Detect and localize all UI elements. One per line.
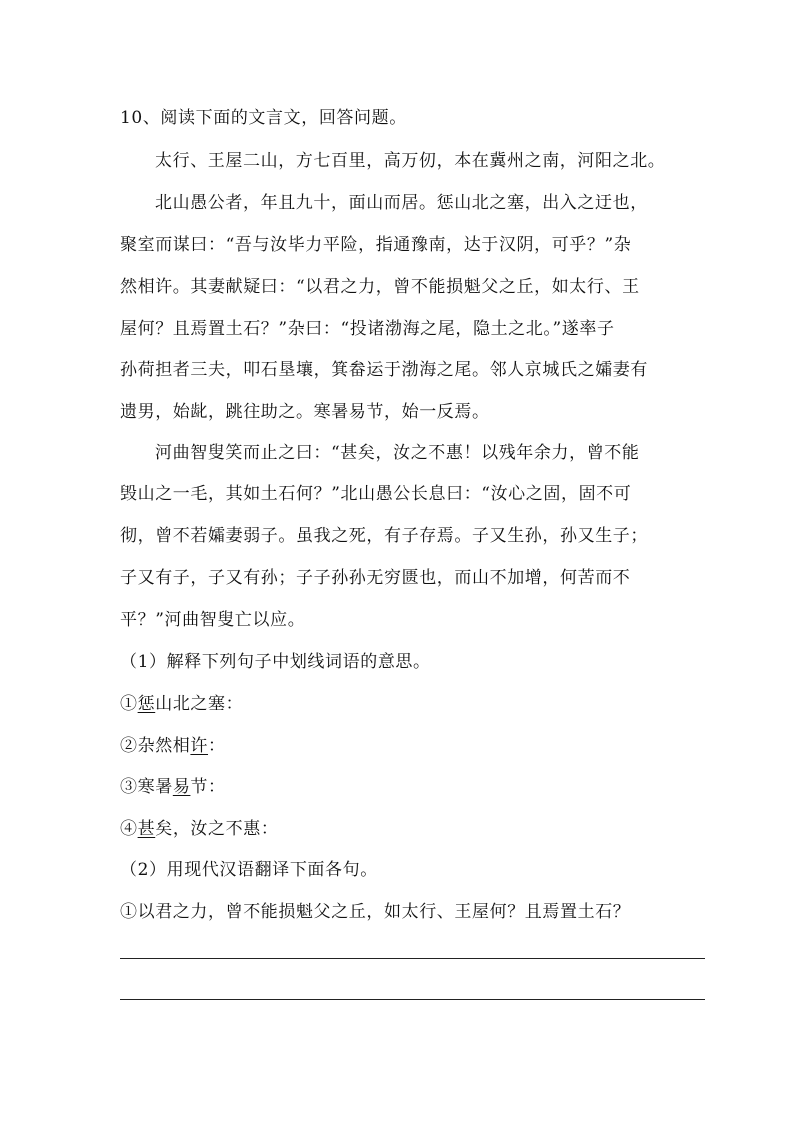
part1-item-2 bbox=[120, 734, 226, 758]
question-heading: 10、阅读下面的文言文，回答问题。 bbox=[120, 108, 407, 128]
passage-p3-line-1: 河曲智叟笑而止之曰：“甚矣，汝之不惠！以残年余力，曾不能 bbox=[155, 443, 640, 463]
item-number: ④ bbox=[120, 819, 138, 839]
underlined-word: 惩 bbox=[137, 694, 156, 714]
item-text-pre: ③寒暑 bbox=[120, 777, 173, 797]
item-text: 山北之塞： bbox=[155, 694, 244, 714]
passage-p2-line-5: 孙荷担者三夫，叩石垦壤，箕畚运于渤海之尾。邻人京城氏之孀妻有 bbox=[120, 360, 648, 380]
answer-line-1[interactable] bbox=[120, 958, 705, 959]
part1-item-3 bbox=[120, 775, 226, 799]
part1-title: （1）解释下列句子中划线词语的意思。 bbox=[120, 652, 431, 672]
passage-paragraph-1: 太行、王屋二山，方七百里，高万仞，本在冀州之南，河阳之北。 bbox=[155, 151, 666, 171]
part2-title: （2）用现代汉语翻译下面各句。 bbox=[120, 860, 378, 880]
passage-p2-line-1: 北山愚公者，年且九十，面山而居。惩山北之塞，出入之迂也， bbox=[155, 193, 648, 213]
item-text: ： bbox=[208, 736, 226, 756]
passage-p2-line-6: 遗男，始龀，跳往助之。寒暑易节，始一反焉。 bbox=[120, 402, 490, 422]
item-text-pre: ②杂然相 bbox=[120, 736, 191, 756]
passage-p3-line-5: 平？”河曲智叟亡以应。 bbox=[120, 610, 306, 630]
underlined-word: 许 bbox=[190, 736, 209, 756]
item-number: ① bbox=[120, 694, 138, 714]
item-text: 矣，汝之不惠： bbox=[155, 819, 279, 839]
item-text: 节： bbox=[190, 777, 226, 797]
passage-p2-line-2: 聚室而谋曰：“吾与汝毕力平险，指通豫南，达于汉阴，可乎？”杂 bbox=[120, 235, 632, 255]
passage-p2-line-4: 屋何？且焉置土石？”杂曰：“投诸渤海之尾，隐土之北。”遂率子 bbox=[120, 319, 615, 339]
part2-item-1: ①以君之力，曾不能损魁父之丘，如太行、王屋何？且焉置土石？ bbox=[120, 902, 631, 922]
passage-p2-line-3: 然相许。其妻献疑曰：“以君之力，曾不能损魁父之丘，如太行、王 bbox=[120, 277, 640, 297]
part1-item-1 bbox=[120, 692, 243, 716]
answer-line-2[interactable] bbox=[120, 999, 705, 1000]
underlined-word: 易 bbox=[172, 777, 191, 797]
part1-item-4 bbox=[120, 817, 278, 841]
passage-p3-line-2: 毁山之一毛，其如土石何？”北山愚公长息曰：“汝心之固，固不可 bbox=[120, 484, 632, 504]
passage-p3-line-4: 子又有子，子又有孙；子子孙孙无穷匮也，而山不加增，何苦而不 bbox=[120, 568, 631, 588]
passage-p3-line-3: 彻，曾不若孀妻弱子。虽我之死，有子存焉。子又生孙，孙又生子； bbox=[120, 526, 648, 546]
underlined-word: 甚 bbox=[137, 819, 156, 839]
